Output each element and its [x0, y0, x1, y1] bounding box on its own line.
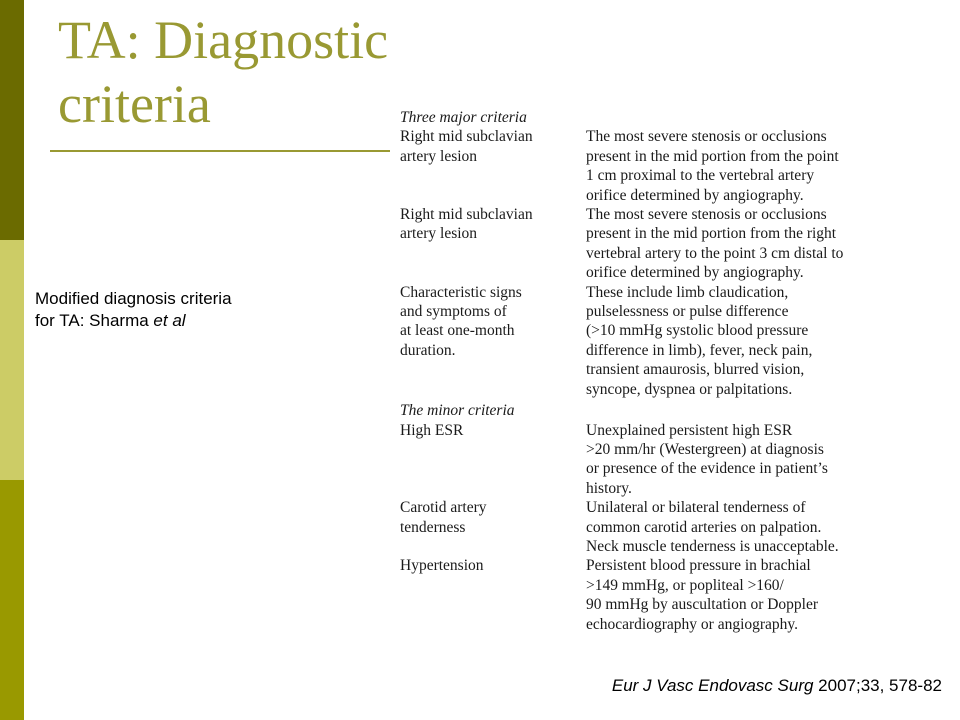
side-note-line-2	[35, 310, 232, 332]
criteria-name	[392, 127, 586, 205]
criteria-name	[392, 205, 586, 283]
sidebar-olive-band	[0, 480, 24, 720]
criteria-description	[586, 421, 916, 499]
criteria-description-line: difference in limb), fever, neck pain,	[586, 341, 813, 359]
citation-journal: Eur J Vasc Endovasc Surg	[611, 676, 814, 695]
criteria-name-line: Right mid subclavian	[400, 206, 533, 224]
major-criteria-header: Three major criteria	[400, 109, 527, 126]
criteria-description-line: orifice determined by angiography.	[586, 186, 804, 204]
criteria-description-line: orifice determined by angiography.	[586, 264, 804, 282]
side-note-line-1: Modified diagnosis criteria	[35, 289, 232, 308]
criteria-name-line: and symptoms of	[400, 303, 507, 321]
criteria-description-line: 1 cm proximal to the vertebral artery	[586, 167, 815, 185]
major-criteria-list	[392, 127, 932, 399]
criteria-row	[392, 556, 932, 634]
criteria-name-line: artery lesion	[400, 225, 478, 243]
minor-criteria-header: The minor criteria	[400, 402, 515, 420]
criteria-name-line: duration.	[400, 341, 456, 359]
criteria-row	[392, 283, 932, 399]
citation	[612, 676, 942, 696]
criteria-description-line: These include limb claudication,	[586, 283, 789, 301]
criteria-name-line: High ESR	[400, 421, 464, 439]
side-note	[35, 288, 232, 332]
criteria-description	[586, 127, 916, 205]
criteria-name-line: at least one-month	[400, 322, 515, 340]
criteria-description-line: The most severe stenosis or occlusions	[586, 206, 827, 224]
criteria-description-line: (>10 mmHg systolic blood pressure	[586, 322, 809, 340]
criteria-name-line: tenderness	[400, 518, 466, 536]
criteria-description	[586, 205, 916, 283]
criteria-description-line: present in the mid portion from the point	[586, 147, 839, 165]
criteria-description	[586, 283, 916, 399]
sidebar-light-band	[0, 240, 24, 480]
criteria-name	[392, 498, 586, 556]
criteria-name-line: artery lesion	[400, 147, 478, 165]
slide-title	[58, 8, 418, 136]
criteria-name	[392, 421, 586, 499]
criteria-table	[392, 108, 932, 644]
criteria-name-line: Carotid artery	[400, 499, 487, 517]
title-line-1: TA: Diagnostic	[58, 10, 389, 70]
criteria-description	[586, 498, 916, 556]
criteria-description-line: present in the mid portion from the right	[586, 225, 837, 243]
criteria-description-line: history.	[586, 479, 632, 497]
criteria-description-line: 90 mmHg by auscultation or Doppler	[586, 596, 819, 614]
minor-criteria-list	[392, 421, 932, 634]
criteria-description-line: >20 mm/hr (Westergreen) at diagnosis	[586, 440, 824, 458]
criteria-description-line: echocardiography or angiography.	[586, 615, 799, 633]
title-underline	[50, 150, 390, 152]
criteria-description-line: The most severe stenosis or occlusions	[586, 128, 827, 146]
criteria-name	[392, 283, 586, 399]
criteria-name	[392, 556, 586, 634]
criteria-description-line: transient amaurosis, blurred vision,	[586, 361, 805, 379]
criteria-row	[392, 421, 932, 499]
criteria-name-line: Characteristic signs	[400, 283, 522, 301]
criteria-description-line: >149 mmHg, or popliteal >160/	[586, 576, 784, 594]
criteria-description-line: syncope, dyspnea or palpitations.	[586, 380, 793, 398]
criteria-row	[392, 127, 932, 205]
citation-details: 2007;33, 578-82	[813, 676, 942, 695]
criteria-description	[586, 556, 916, 634]
criteria-description-line: Neck muscle tenderness is unacceptable.	[586, 537, 839, 555]
criteria-description-line: Persistent blood pressure in brachial	[586, 557, 811, 575]
criteria-description-line: vertebral artery to the point 3 cm distal to	[586, 244, 844, 262]
criteria-name-line: Hypertension	[400, 557, 484, 575]
criteria-description-line: Unilateral or bilateral tenderness of	[586, 499, 806, 517]
criteria-row	[392, 205, 932, 283]
criteria-row	[392, 498, 932, 556]
side-note-italic: et al	[153, 311, 186, 330]
criteria-description-line: Unexplained persistent high ESR	[586, 421, 793, 439]
criteria-description-line: common carotid arteries on palpation.	[586, 518, 822, 536]
criteria-description-line: or presence of the evidence in patient’s	[586, 460, 828, 478]
side-note-prefix: for TA: Sharma	[35, 311, 154, 330]
title-line-2: criteria	[58, 74, 211, 134]
criteria-description-line: pulselessness or pulse difference	[586, 303, 789, 321]
sidebar-dark-band	[0, 0, 24, 240]
criteria-name-line: Right mid subclavian	[400, 128, 533, 146]
